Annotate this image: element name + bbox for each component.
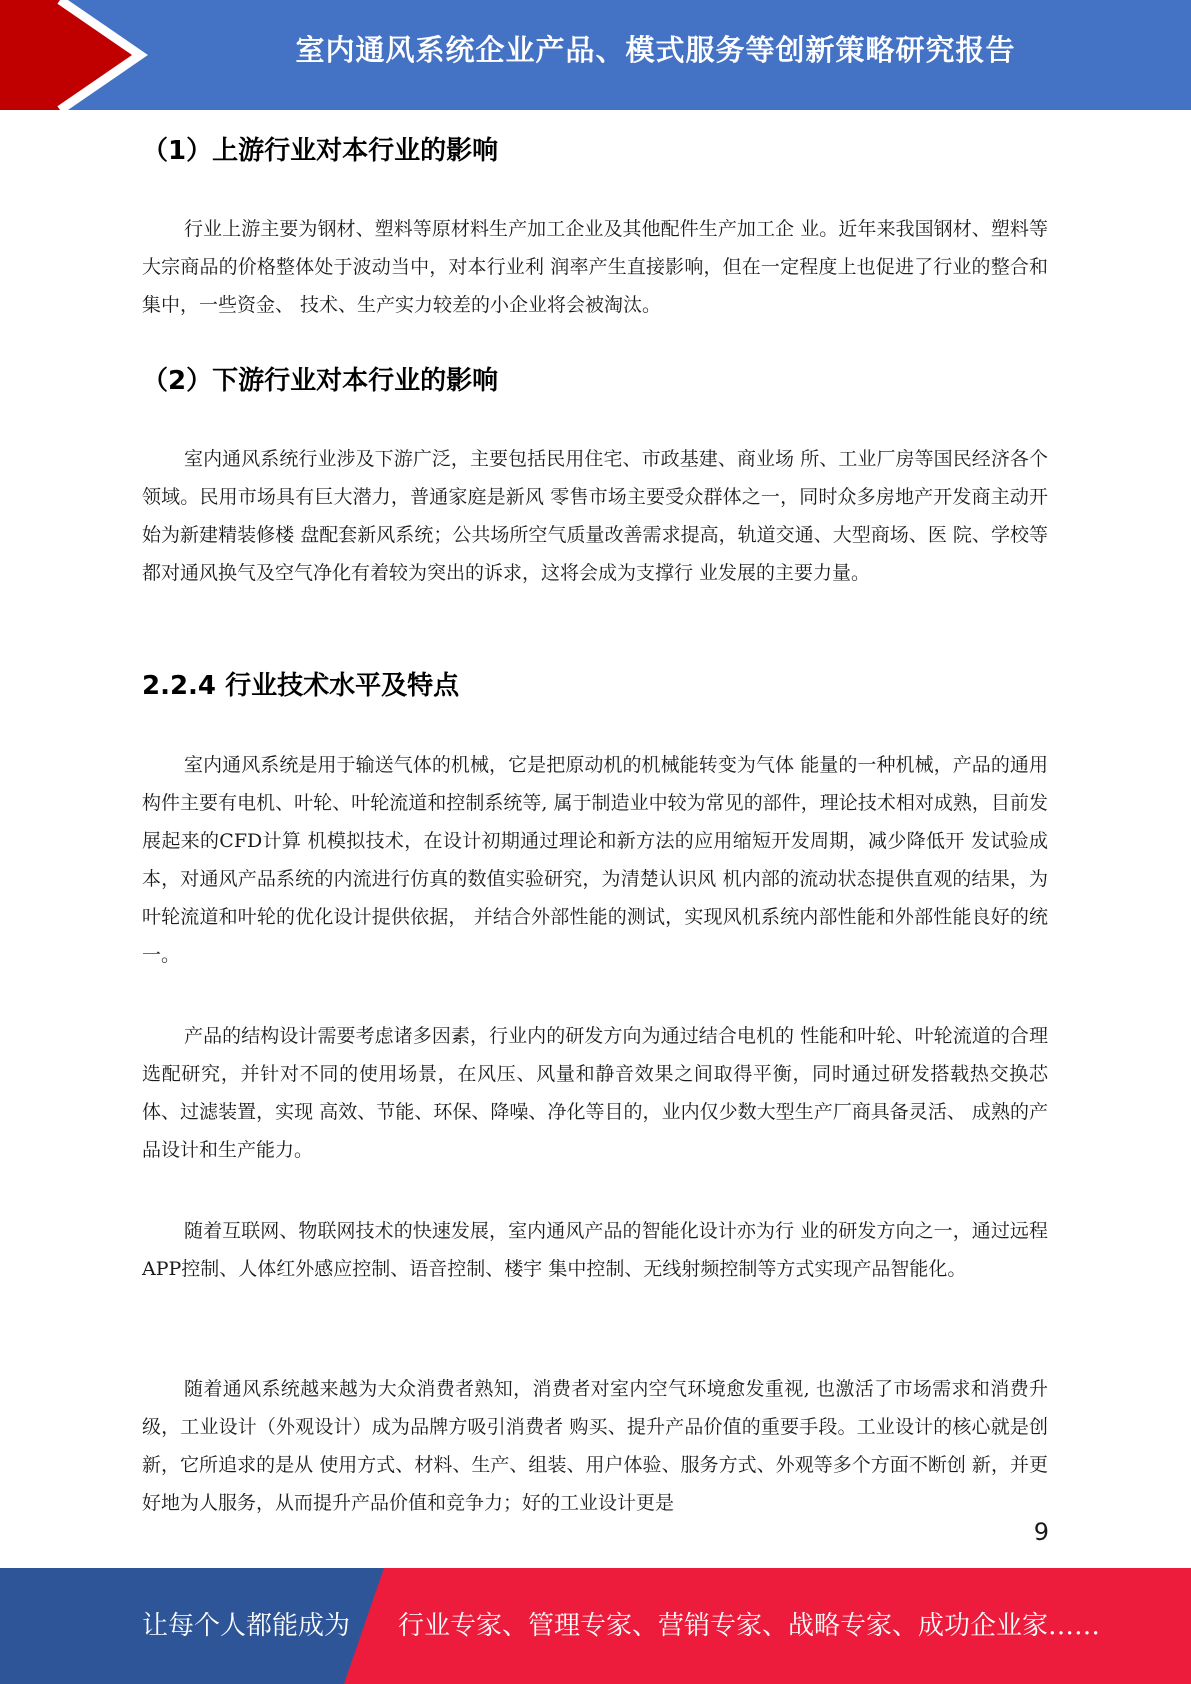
section-heading-upstream: （1）上游行业对本行业的影响 (142, 136, 499, 166)
report-title: 室内通风系统企业产品、模式服务等创新策略研究报告 (295, 33, 1016, 67)
paragraph-downstream: 室内通风系统行业涉及下游广泛，主要包括民用住宅、市政基建、商业场 所、工业厂房等国民经济各个领域。民用市场具有巨大潜力，普通家庭是新风 零售市场主要受众群体之一，同时众多房地产开发商主动开始为新建精装修楼 盘配套新风系统；公共场所空气质量改善需求提高，轨道交通、大型商场、医 院、学校等都对通风换气及空气净化有着较为突出的诉求，这将会成为支撑行 业发展的主要力量。 (142, 448, 1048, 584)
page-footer (0, 1568, 1191, 1684)
page-header (0, 0, 1191, 110)
paragraph-upstream: 行业上游主要为钢材、塑料等原材料生产加工企业及其他配件生产加工企 业。近年来我国钢材、塑料等大宗商品的价格整体处于波动当中，对本行业利 润率产生直接影响，但在一定程度上也促进了行业的整合和集中，一些资金、 技术、生产实力较差的小企业将会被淘汰。 (142, 218, 1048, 316)
footer-slogan-left: 让每个人都能成为 (142, 1611, 351, 1641)
page-number: 9 (1033, 1518, 1049, 1546)
footer-slogan-right: 行业专家、管理专家、营销专家、战略专家、成功企业家…… (398, 1611, 1101, 1641)
section-heading-technology: 2.2.4 行业技术水平及特点 (142, 671, 460, 701)
paragraph-technology-1: 室内通风系统是用于输送气体的机械，它是把原动机的机械能转变为气体 能量的一种机械，产品的通用构件主要有电机、叶轮、叶轮流道和控制系统等, 属于制造业中较为常见的部件，理论技术相对成熟，目前发展起来的CFD计算 机模拟技术，在设计初期通过理论和新方法的应用缩短开发周期，减少降低开 发试验成本，对通风产品系统的内流进行仿真的数值实验研究，为清楚认识风 机内部的流动状态提供直观的结果，为叶轮流道和叶轮的优化设计提供依据， 并结合外部性能的测试，实现风机系统内部性能和外部性能良好的统一。 (142, 754, 1048, 966)
paragraph-technology-3: 随着互联网、物联网技术的快速发展，室内通风产品的智能化设计亦为行 业的研发方向之一，通过远程APP控制、人体红外感应控制、语音控制、楼宇 集中控制、无线射频控制等方式实现产品智能化。 (142, 1220, 1048, 1280)
paragraph-technology-2: 产品的结构设计需要考虑诸多因素，行业内的研发方向为通过结合电机的 性能和叶轮、叶轮流道的合理选配研究，并针对不同的使用场景，在风压、风量和静音效果之间取得平衡，同时通过研发搭载热交换芯体、过滤装置，实现 高效、节能、环保、降噪、净化等目的，业内仅少数大型生产厂商具备灵活、 成熟的产品设计和生产能力。 (142, 1025, 1048, 1161)
section-heading-downstream: （2）下游行业对本行业的影响 (142, 366, 499, 396)
paragraph-technology-4: 随着通风系统越来越为大众消费者熟知，消费者对室内空气环境愈发重视, 也激活了市场需求和消费升级，工业设计（外观设计）成为品牌方吸引消费者 购买、提升产品价值的重要手段。工业设计的核心就是创新，它所追求的是从 使用方式、材料、生产、组装、用户体验、服务方式、外观等多个方面不断创 新，并更好地为人服务，从而提升产品价值和竞争力；好的工业设计更是 (142, 1378, 1048, 1514)
